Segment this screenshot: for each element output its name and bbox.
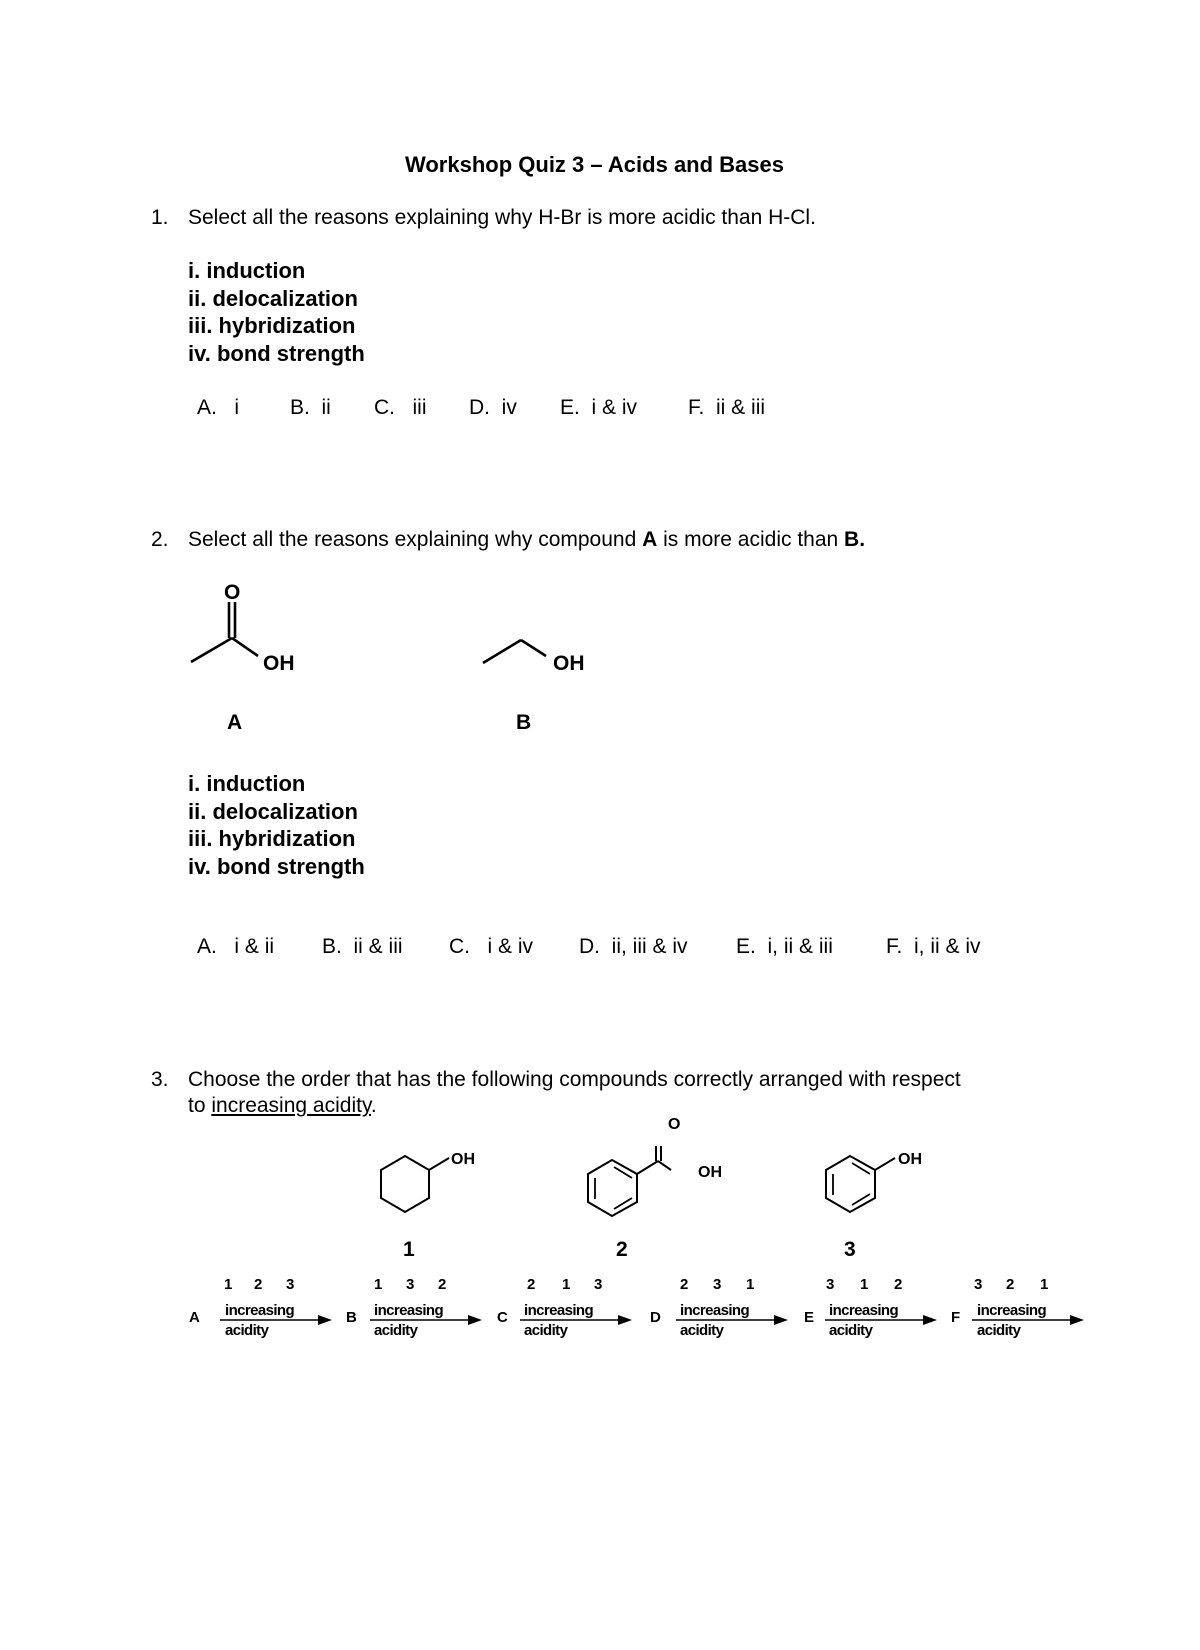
bond (521, 640, 546, 656)
question-1-reasons (188, 257, 365, 367)
oxygen-label: O (668, 1116, 681, 1133)
q1-choice-d[interactable] (469, 396, 517, 420)
reason-item: iii. hybridization (188, 313, 356, 338)
question-2-text-pre: Select all the reasons explaining why compound (188, 528, 643, 551)
increasing-arrow (370, 1314, 490, 1326)
choice-text: i & ii (234, 935, 275, 958)
arrow-label-top: increasing (374, 1302, 444, 1319)
arrow-label-bottom: acidity (977, 1322, 1021, 1339)
bond (658, 1161, 671, 1170)
choice-letter: B. (322, 935, 342, 958)
arrow-label-bottom: acidity (829, 1322, 873, 1339)
choice-letter: F. (688, 396, 705, 419)
question-1-number: 1. (151, 206, 169, 229)
choice-text: i, ii & iii (767, 935, 833, 958)
question-3-number: 3. (151, 1068, 169, 1091)
question-2-text (188, 528, 865, 552)
choice-letter: D. (579, 935, 600, 958)
order-e-letter[interactable]: E (804, 1309, 815, 1326)
q3-line2-post: . (370, 1094, 377, 1117)
increasing-arrow (220, 1314, 340, 1326)
arrow-label-bottom: acidity (225, 1322, 269, 1339)
choice-letter: C. (374, 396, 395, 419)
arrow-label-top: increasing (225, 1302, 295, 1319)
question-1-text: Select all the reasons explaining why H-Br is more acidic than H-Cl. (188, 206, 816, 229)
oh-label: OH (451, 1151, 475, 1168)
arrow-label-bottom: acidity (524, 1322, 568, 1339)
choice-text: ii, iii & iv (611, 935, 688, 958)
reason-item: ii. delocalization (188, 798, 358, 824)
oh-label: OH (553, 652, 585, 675)
bond (483, 640, 521, 663)
question-3-text-line2 (188, 1094, 377, 1118)
order-c-num: 2 (527, 1276, 536, 1293)
choice-text: i & iv (487, 935, 534, 958)
question-2-text-mid: is more acidic than (657, 528, 845, 551)
q2-choice-b[interactable] (322, 935, 403, 959)
compound-a-label: A (227, 711, 243, 734)
order-d-letter[interactable]: D (650, 1309, 661, 1326)
oxygen-label: O (224, 581, 241, 604)
order-f-num: 3 (974, 1276, 983, 1293)
reason-item: i. induction (188, 258, 306, 283)
cyclohexane-ring (381, 1156, 429, 1212)
order-f-num: 1 (1040, 1276, 1049, 1293)
question-2-text-b: B. (844, 528, 866, 551)
q1-choice-a[interactable] (197, 396, 239, 420)
order-b-num: 3 (406, 1276, 415, 1293)
q2-choice-d[interactable] (579, 935, 688, 959)
order-c-num: 1 (562, 1276, 571, 1293)
reason-item: ii. delocalization (188, 285, 358, 311)
order-a-num: 2 (254, 1276, 263, 1293)
bond (637, 1161, 658, 1174)
arrow-label-top: increasing (524, 1302, 594, 1319)
choice-text: ii & iii (353, 935, 403, 958)
compound-1-label: 1 (403, 1238, 415, 1261)
reason-item: iii. hybridization (188, 826, 356, 851)
choice-text: i & iv (591, 396, 638, 419)
compound-b-label: B (516, 711, 532, 734)
order-d-num: 3 (713, 1276, 722, 1293)
compound-3-label: 3 (844, 1238, 856, 1261)
oh-label: OH (263, 652, 295, 675)
choice-letter: A. (197, 396, 217, 419)
choice-text: iii (412, 396, 427, 419)
order-c-letter[interactable]: C (497, 1309, 508, 1326)
arrow-label-bottom: acidity (374, 1322, 418, 1339)
choice-letter: C. (449, 935, 470, 958)
order-a-num: 3 (286, 1276, 295, 1293)
q3-line2-pre: to (188, 1094, 212, 1117)
benzoic-acid-structure (585, 1128, 715, 1248)
acetic-acid-structure (180, 580, 320, 690)
oh-label: OH (698, 1164, 722, 1181)
question-2-reasons (188, 770, 365, 880)
oh-label: OH (898, 1151, 922, 1168)
q1-choice-f[interactable] (688, 396, 765, 420)
compound-2-label: 2 (616, 1238, 628, 1261)
choice-letter: B. (290, 396, 310, 419)
reason-item: i. induction (188, 771, 306, 796)
arrow-label-top: increasing (977, 1302, 1047, 1319)
order-d-num: 2 (680, 1276, 689, 1293)
q2-choice-c[interactable] (449, 935, 533, 959)
order-e-num: 2 (894, 1276, 903, 1293)
choice-letter: A. (197, 935, 217, 958)
order-a-num: 1 (224, 1276, 233, 1293)
arrow-label-top: increasing (829, 1302, 899, 1319)
order-e-num: 3 (826, 1276, 835, 1293)
choice-letter: E. (736, 935, 756, 958)
q3-line2-underlined: increasing acidity (211, 1094, 371, 1117)
question-2-text-a: A (642, 528, 658, 551)
choice-text: ii & iii (716, 396, 766, 419)
order-b-num: 2 (438, 1276, 447, 1293)
q2-choice-a[interactable] (197, 935, 274, 959)
question-3-text-line1: Choose the order that has the following compounds correctly arranged with respect (188, 1068, 961, 1091)
q1-choice-e[interactable] (560, 396, 637, 420)
q2-choice-e[interactable] (736, 935, 833, 959)
choice-letter: E. (560, 396, 580, 419)
choice-text: ii (321, 396, 331, 419)
bond (232, 638, 258, 656)
choice-letter: F. (886, 935, 903, 958)
arrow-label-top: increasing (680, 1302, 750, 1319)
increasing-arrow (825, 1314, 945, 1326)
bond (429, 1158, 449, 1170)
q1-choice-b[interactable] (290, 396, 331, 420)
reason-item: iv. bond strength (188, 340, 365, 366)
bond (191, 638, 232, 662)
increasing-arrow (676, 1314, 796, 1326)
quiz-title: Workshop Quiz 3 – Acids and Bases (405, 152, 784, 177)
order-f-letter[interactable]: F (951, 1309, 961, 1326)
order-d-num: 1 (746, 1276, 755, 1293)
bond (875, 1158, 895, 1170)
increasing-arrow (972, 1314, 1092, 1326)
order-c-num: 3 (594, 1276, 603, 1293)
question-2-number: 2. (151, 528, 169, 551)
choice-text: iv (501, 396, 517, 419)
choice-text: i (234, 396, 240, 419)
arrow-label-bottom: acidity (680, 1322, 724, 1339)
order-e-num: 1 (860, 1276, 869, 1293)
q1-choice-c[interactable] (374, 396, 427, 420)
choice-letter: D. (469, 396, 490, 419)
order-a-letter[interactable]: A (189, 1309, 200, 1326)
choice-text: i, ii & iv (914, 935, 981, 958)
order-b-letter[interactable]: B (346, 1309, 357, 1326)
increasing-arrow (520, 1314, 640, 1326)
reason-item: iv. bond strength (188, 853, 365, 879)
order-f-num: 2 (1006, 1276, 1015, 1293)
q2-choice-f[interactable] (886, 935, 981, 959)
order-b-num: 1 (374, 1276, 383, 1293)
